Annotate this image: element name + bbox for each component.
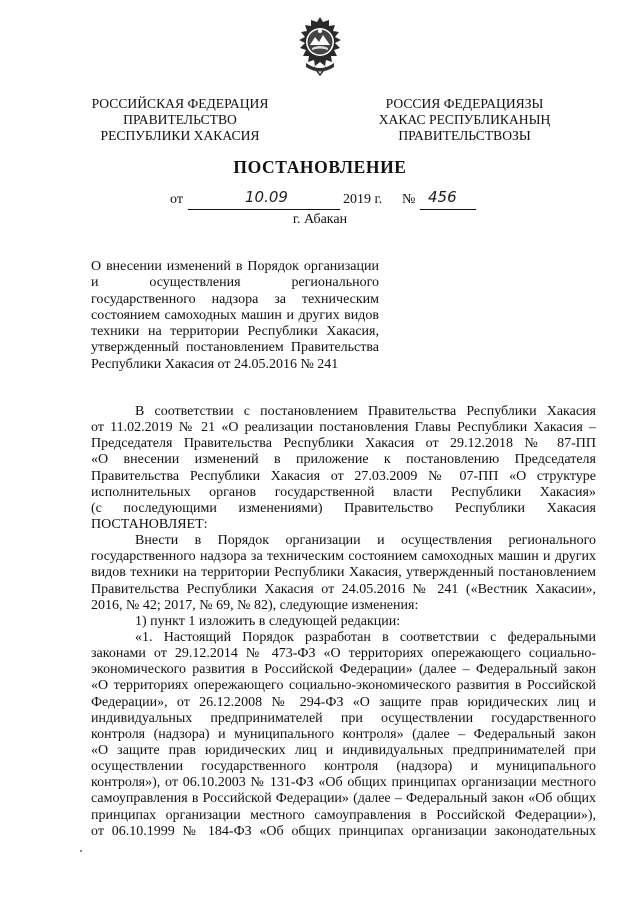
year-label: 2019 г. (343, 192, 383, 207)
body-line: принципах организации местного самоуправления в Российской Федерации»), (91, 807, 596, 823)
header-left-line: РОССИЙСКАЯ ФЕДЕРАЦИЯ (91, 96, 269, 111)
body-line: самоуправления в Российской Федерации» (далее – Федеральный закон «Об общих (91, 791, 596, 807)
body-line: «1. Настоящий Порядок разработан в соответствии с федеральными (135, 629, 596, 645)
number-underline (420, 209, 476, 210)
subject-block (91, 259, 379, 373)
subject-line: утвержденный постановлением Правительства (91, 340, 379, 356)
header-right-line: РОССИЯ ФЕДЕРАЦИЯЗЫ (385, 96, 544, 111)
header-left-line: РЕСПУБЛИКИ ХАКАСИЯ (100, 128, 260, 143)
header-khakas (362, 96, 567, 144)
body-line: государственного надзора за техническим состоянием самоходных машин и других (91, 549, 596, 565)
number-sign: № (402, 192, 416, 207)
body-line: от 06.10.1999 № 184-ФЗ «Об общих принципах организации законодательных (91, 823, 596, 839)
header-right-line: ХАКАС РЕСПУБЛИКАНЫҢ (378, 112, 551, 127)
subject-line: государственного надзора за техническим (91, 291, 379, 307)
date-underline (188, 209, 340, 210)
handwritten-number: 456 (428, 188, 457, 206)
date-prefix: от (170, 192, 183, 207)
body-line: 1) пункт 1 изложить в следующей редакции: (135, 613, 401, 629)
body-line: от 11.02.2019 № 21 «О реализации постановления Главы Республики Хакасия – (91, 420, 596, 436)
coat-of-arms-emblem (290, 15, 350, 77)
body-line: контроля (надзора) и муниципального контроля» (далее – Федеральный закон (91, 726, 596, 742)
header-left-line: ПРАВИТЕЛЬСТВО (123, 112, 237, 127)
body-line: Правительства Республики Хакасия от 24.05.2016 № 241 («Вестник Хакасии», (91, 581, 596, 597)
body-line: Федерации», от 26.12.2008 № 294-ФЗ «О защите прав юридических лиц и (91, 694, 596, 710)
body-line: контроля»), от 06.10.2003 № 131-ФЗ «Об общих принципах организации местного (91, 775, 596, 791)
body-line: законами от 29.12.2014 № 473-ФЗ «О территориях опережающего социально- (91, 646, 596, 662)
body-text (91, 404, 596, 840)
subject-line: и осуществления регионального (91, 275, 379, 291)
date-number-line (170, 188, 490, 214)
body-line: исполнительных органов государственной власти Республики Хакасия» (91, 484, 596, 500)
header-right-line: ПРАВИТЕЛЬСТВОЗЫ (398, 128, 531, 143)
body-line: Внести в Порядок организации и осуществления регионального (135, 533, 596, 549)
body-line: экономического развития в Российской Федерации» (далее – Федеральный закон (91, 662, 596, 678)
header-russian (80, 96, 280, 144)
body-line: «О территориях опережающего социально-экономического развития в Российской (91, 678, 596, 694)
body-line: «О внесении изменений в приложение к постановлению Председателя (91, 452, 596, 468)
body-line: видов техники на территории Республики Хакасия, утвержденный постановлением (91, 565, 596, 581)
subject-line: Республики Хакасия от 24.05.2016 № 241 (91, 356, 339, 372)
body-line: 2016, № 42; 2017, № 69, № 82), следующие изменения: (91, 597, 419, 613)
city-label: г. Абакан (292, 212, 348, 227)
subject-line: состоянием самоходных машин и других видов (91, 307, 379, 323)
body-line: осуществлении государственного контроля (надзора) и муниципального (91, 759, 596, 775)
subject-line: техники на территории Республики Хакасия, (91, 324, 379, 340)
body-line: Председателя Правительства Республики Хакасия от 29.12.2018 № 87-ПП (91, 436, 596, 452)
body-line: (с последующими изменениями) Правительство Республики Хакасия (91, 500, 596, 516)
body-line: ПОСТАНОВЛЯЕТ: (91, 516, 208, 532)
body-line: Правительства Республики Хакасия от 27.03.2009 № 07-ПП «О структуре (91, 468, 596, 484)
body-line: индивидуальных предпринимателей при осуществлении государственного (91, 710, 596, 726)
scan-speck (80, 850, 82, 852)
subject-line: О внесении изменений в Порядок организации (91, 259, 379, 274)
body-line: «О защите прав юридических лиц и индивидуальных предпринимателей при (91, 742, 596, 758)
handwritten-date: 10.09 (245, 188, 288, 206)
document-title: ПОСТАНОВЛЕНИЕ (233, 157, 407, 177)
body-line: В соответствии с постановлением Правительства Республики Хакасия (135, 404, 596, 419)
